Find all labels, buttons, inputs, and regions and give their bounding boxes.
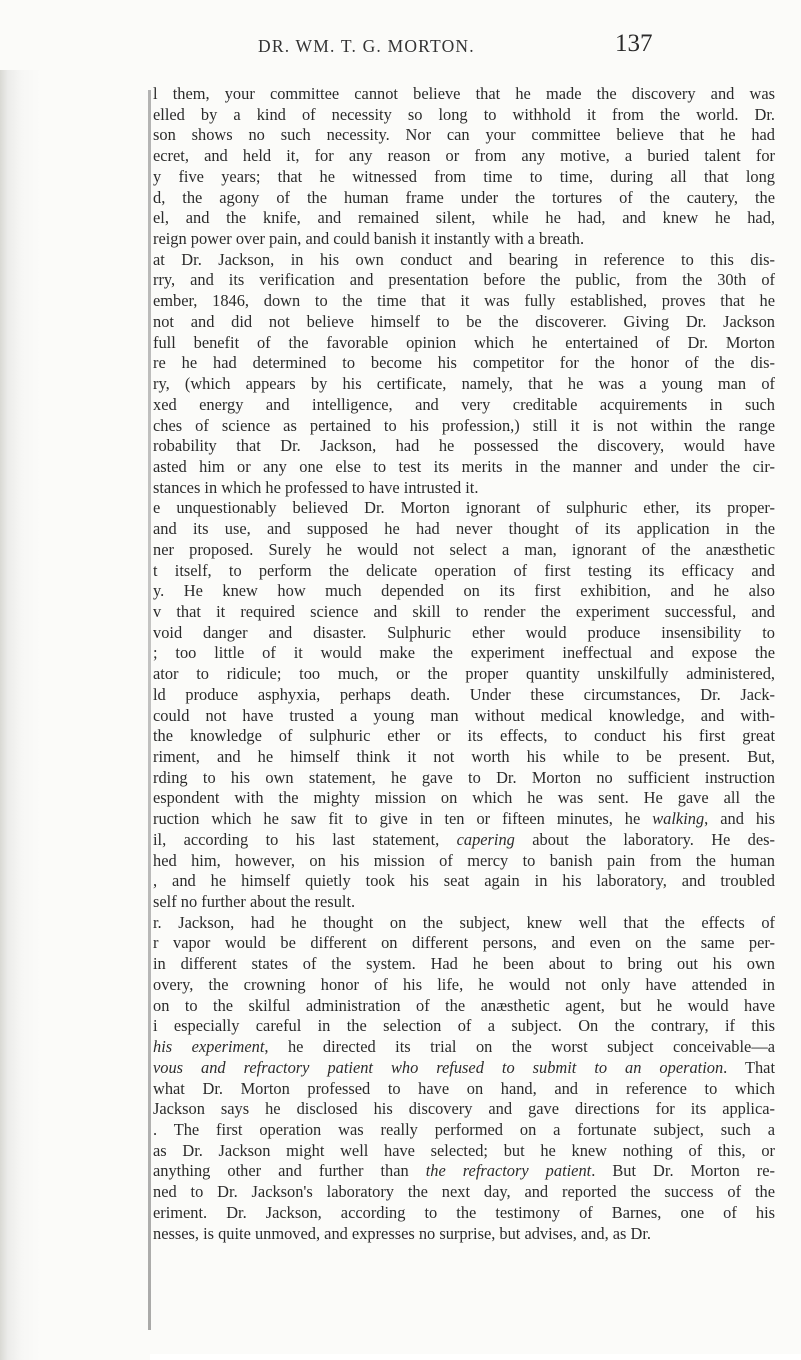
text-line: robability that Dr. Jackson, had he possessed the discovery, would have [153, 436, 775, 456]
text-line: espondent with the mighty mission on which he was sent. He gave all the [153, 788, 775, 808]
text-line: full benefit of the favorable opinion which he entertained of Dr. Morton [153, 332, 775, 352]
text-line: ry, (which appears by his certificate, namely, that he was a young man of [153, 374, 775, 394]
text-line: ner proposed. Surely he would not select a man, ignorant of the anæsthetic [153, 539, 775, 559]
text-line: ld produce asphyxia, perhaps death. Under these circumstances, Dr. Jack- [153, 684, 775, 704]
text-line: rding to his own statement, he gave to Dr. Morton no sufficient instruction [153, 767, 775, 787]
text-line: asted him or any one else to test its merits in the manner and under the cir- [153, 456, 775, 476]
text-line: overy, the crowning honor of his life, he would not only have attended in [153, 974, 775, 994]
text-line: ember, 1846, down to the time that it was fully established, proves that he [153, 291, 775, 311]
text-line: ator to ridicule; too much, or the proper quantity unskilfully administered, [153, 664, 775, 684]
text-line: on to the skilful administration of the anæsthetic agent, but he would have [153, 995, 775, 1015]
text-line: in different states of the system. Had he been about to bring out his own [153, 954, 775, 974]
text-line: il, according to his last statement, capering about the laboratory. He des- [153, 829, 775, 849]
text-line: the knowledge of sulphuric ether or its effects, to conduct his first great [153, 726, 775, 746]
text-line: at Dr. Jackson, in his own conduct and bearing in reference to this dis- [153, 249, 775, 269]
text-line: hed him, however, on his mission of mercy to banish pain from the human [153, 850, 775, 870]
text-line: r vapor would be different on different persons, and even on the same per- [153, 933, 775, 953]
text-line: y five years; that he witnessed from time to time, during all that long [153, 166, 775, 186]
text-line: eriment. Dr. Jackson, according to the testimony of Barnes, one of his [153, 1202, 775, 1222]
text-line: riment, and he himself think it not worth his while to be present. But, [153, 747, 775, 766]
page-gutter-shadow [0, 70, 150, 1360]
text-line: ; too little of it would make the experiment ineffectual and expose the [153, 643, 775, 663]
binding-edge [148, 90, 151, 1330]
running-head: DR. WM. T. G. MORTON. [258, 36, 475, 56]
text-line: as Dr. Jackson might well have selected; but he knew nothing of this, or [153, 1140, 775, 1160]
text-line: y. He knew how much depended on its first exhibition, and he also [153, 581, 775, 601]
text-line: self no further about the result. [153, 892, 356, 912]
text-line: l them, your committee cannot believe that he made the discovery and was [153, 84, 775, 103]
text-line: Jackson says he disclosed his discovery and gave directions for its applica- [153, 1099, 775, 1119]
page-header [0, 30, 801, 66]
text-line: void danger and disaster. Sulphuric ether would produce insensibility to [153, 622, 775, 642]
text-line: not and did not believe himself to be the discoverer. Giving Dr. Jackson [153, 311, 775, 331]
text-line: rry, and its verification and presentation before the public, from the 30th of [153, 270, 775, 290]
body-text [153, 84, 775, 1244]
text-line: , and he himself quietly took his seat again in his laboratory, and troubled [153, 871, 775, 891]
text-line: ecret, and held it, for any reason or from any motive, a buried talent for [153, 146, 775, 166]
text-line: v that it required science and skill to render the experiment successful, and [153, 601, 775, 621]
text-line: stances in which he professed to have intrusted it. [153, 477, 479, 497]
text-line: elled by a kind of necessity so long to withhold it from the world. Dr. [153, 104, 775, 124]
text-line: vous and refractory patient who refused to submit to an operation. That [153, 1057, 775, 1077]
text-line: anything other and further than the refractory patient. But Dr. Morton re- [153, 1161, 775, 1181]
text-line: his experiment, he directed its trial on the worst subject conceivable—a [153, 1037, 775, 1057]
text-line: d, the agony of the human frame under the tortures of the cautery, the [153, 187, 775, 207]
text-line: could not have trusted a young man without medical knowledge, and with- [153, 705, 775, 725]
text-line: reign power over pain, and could banish it instantly with a breath. [153, 229, 585, 249]
text-line: ches of science as pertained to his profession,) still it is not within the range [153, 415, 775, 435]
page-number: 137 [615, 30, 653, 57]
text-line: son shows no such necessity. Nor can your committee believe that he had [153, 125, 775, 145]
text-line: nesses, is quite unmoved, and expresses no surprise, but advises, and, as Dr. [153, 1223, 652, 1243]
text-line: ruction which he saw fit to give in ten or fifteen minutes, he walking, and his [153, 809, 775, 829]
text-line: . The first operation was really performed on a fortunate subject, such a [153, 1119, 775, 1139]
text-line: i especially careful in the selection of a subject. On the contrary, if this [153, 1016, 775, 1036]
text-line: r. Jackson, had he thought on the subject, knew well that the effects of [153, 912, 775, 932]
text-line: t itself, to perform the delicate operation of first testing its efficacy and [153, 560, 775, 580]
text-line: ned to Dr. Jackson's laboratory the next day, and reported the success of the [153, 1182, 775, 1202]
text-line: e unquestionably believed Dr. Morton ignorant of sulphuric ether, its proper- [153, 498, 775, 518]
text-line: and its use, and supposed he had never thought of its application in the [153, 519, 775, 539]
text-line: what Dr. Morton professed to have on hand, and in reference to which [153, 1078, 775, 1098]
text-line: xed energy and intelligence, and very creditable acquirements in such [153, 394, 775, 414]
text-line: el, and the knife, and remained silent, while he had, and knew he had, [153, 208, 775, 228]
text-line: re he had determined to become his competitor for the honor of the dis- [153, 353, 775, 373]
